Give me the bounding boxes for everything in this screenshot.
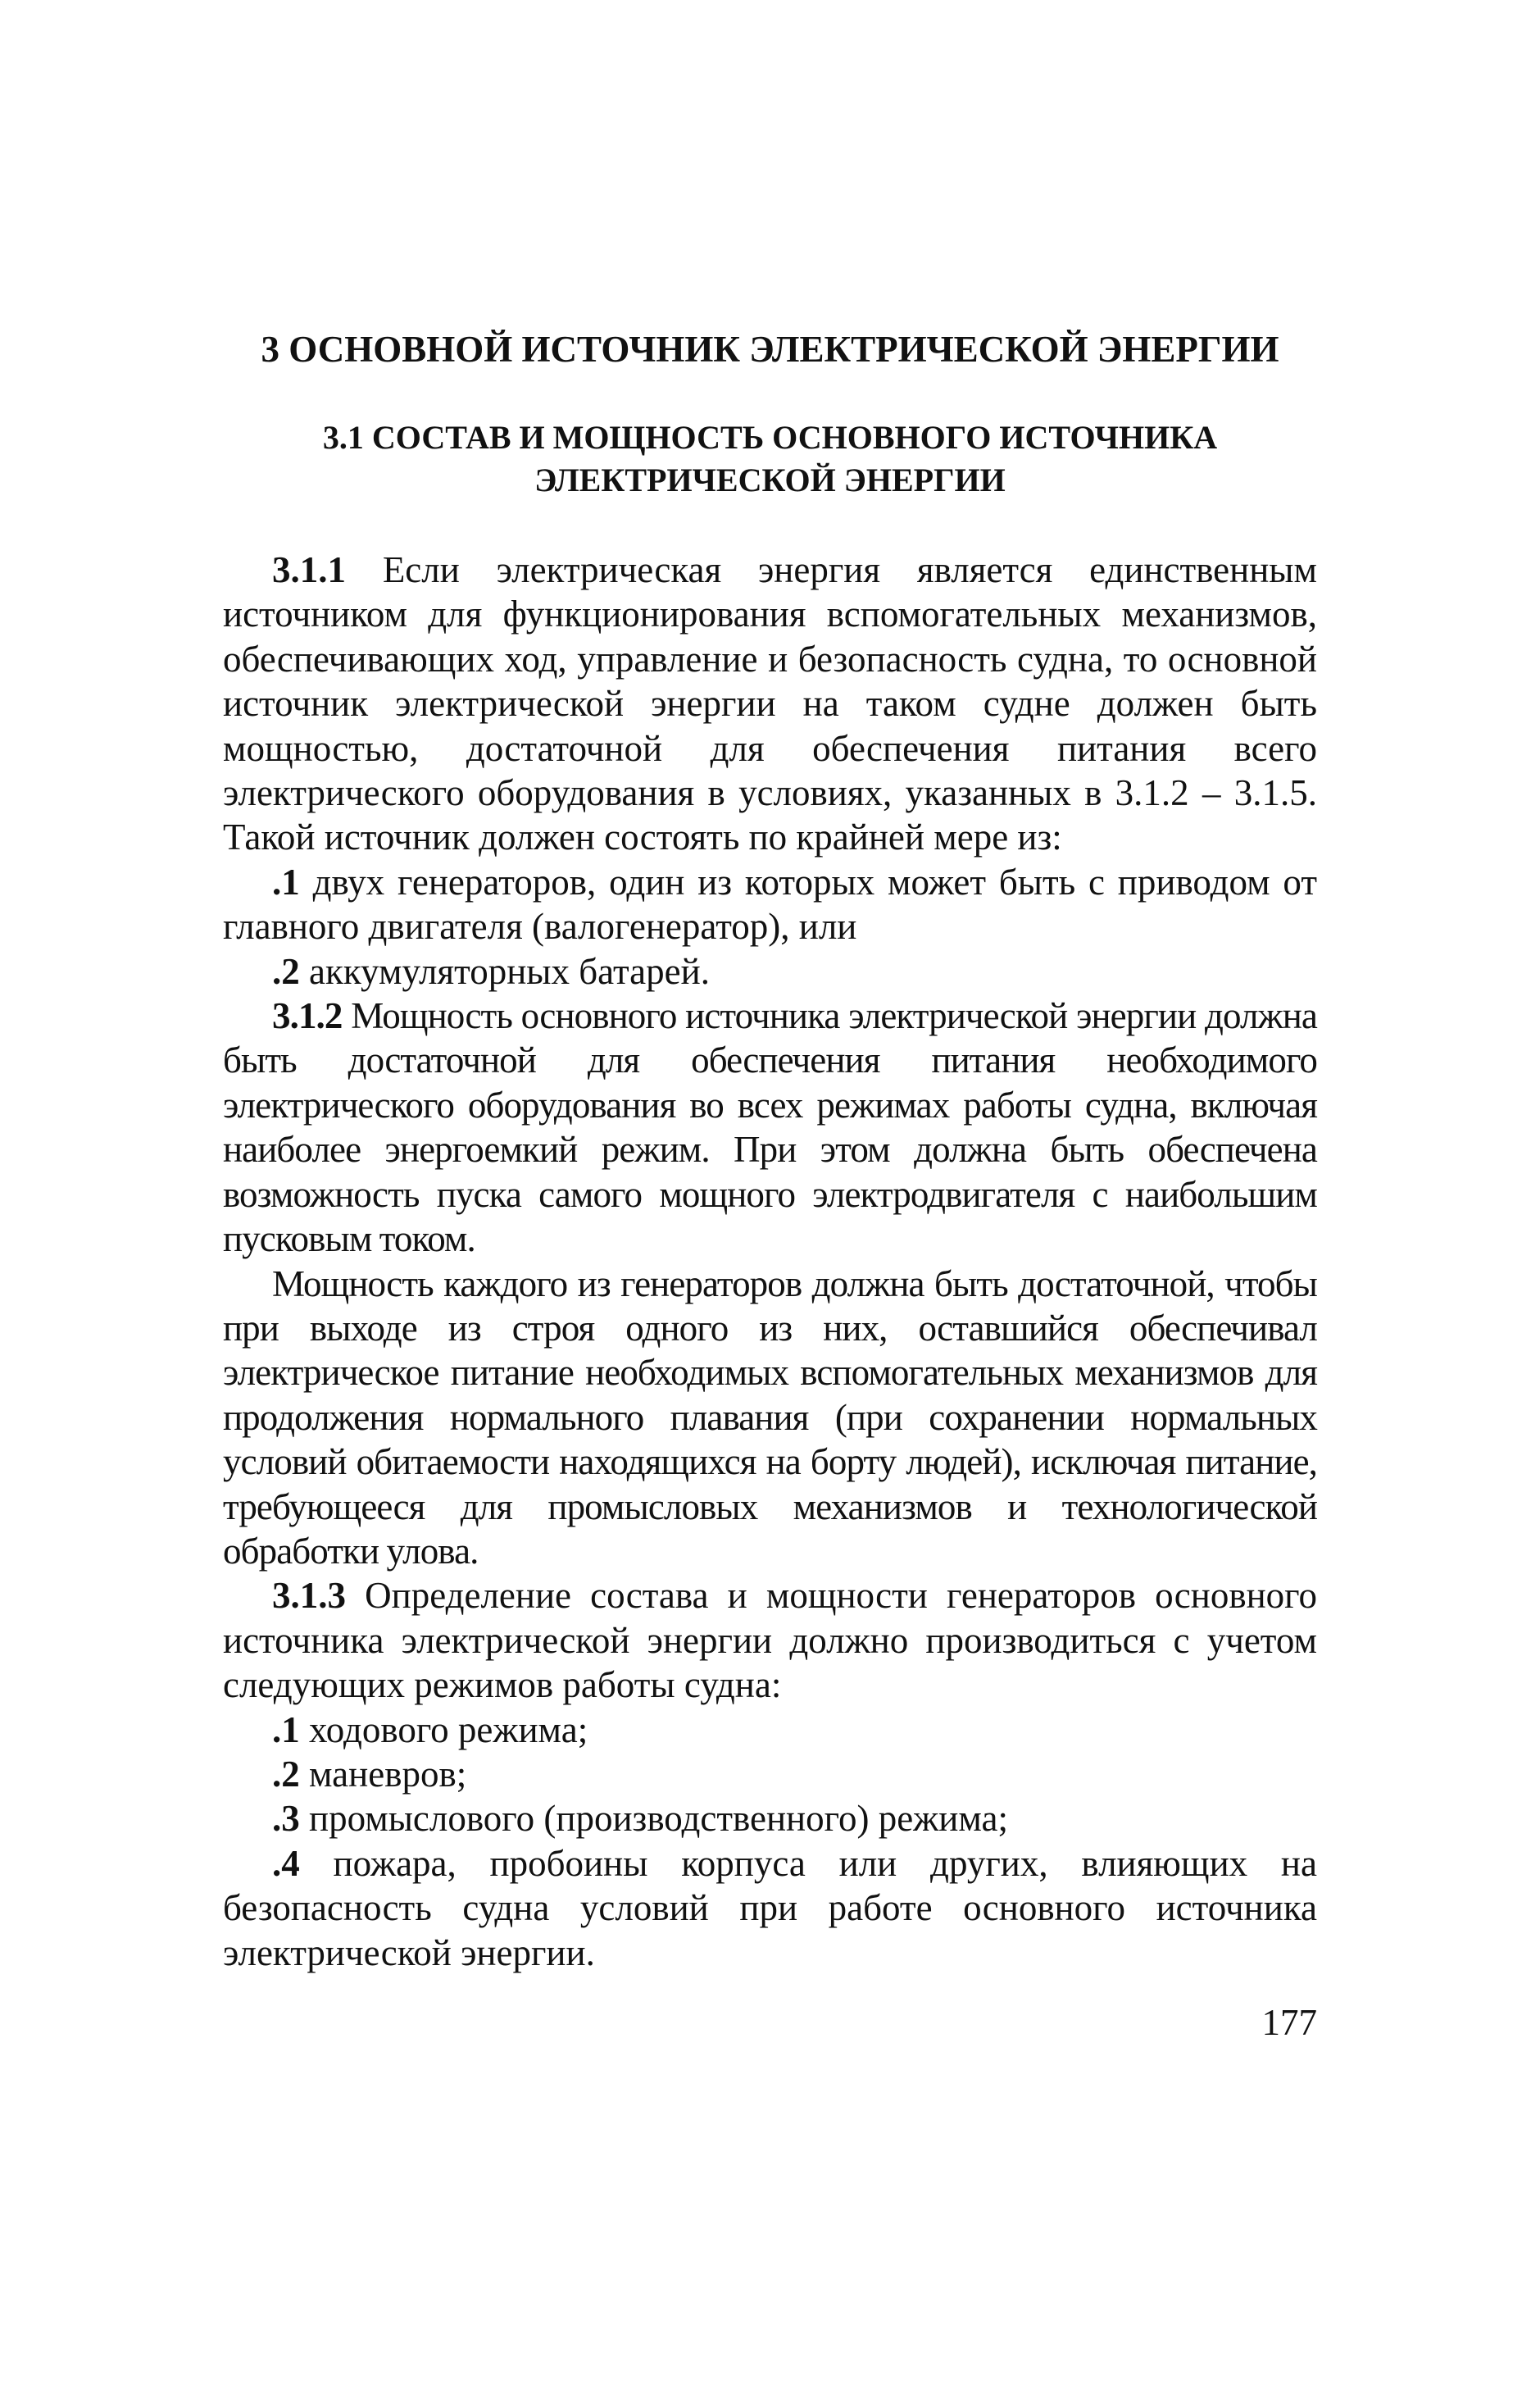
paragraph-text: Определение состава и мощности генераторов основного источника электрической энергии должно производиться с учетом следующих режимов работы судна: [223,1575,1317,1706]
list-item-number: .2 [272,1753,300,1795]
paragraph-number: 3.1.1 [272,549,346,590]
list-item-text: ходового режима; [299,1708,588,1750]
paragraph-3-1-1 [223,548,1317,860]
list-item-3-1-3-4 [223,1841,1317,1975]
paragraph-text: Если электрическая энергия является единственным источником для функционирования вспомогательных механизмов, обеспечивающих ход, управление и безопасность судна, то основной источник электрической энергии на таком судне должен быть мощностью, достаточной для обеспечения питания всего электрического оборудования в условиях, указанных в 3.1.2 – 3.1.5. Такой источник должен состоять по крайней мере из: [223,549,1317,858]
paragraph-number: 3.1.2 [272,995,343,1037]
paragraph-number: 3.1.3 [272,1575,346,1617]
document-page [223,0,1317,2384]
list-item-3-1-1-2 [223,949,1317,994]
list-item-number: .1 [272,1708,300,1750]
list-item-text: аккумуляторных батарей. [299,950,710,992]
list-item-text: пожара, пробоины корпуса или других, влияющих на безопасность судна условий при работе основного источника электрической энергии. [223,1842,1317,1973]
list-item-number: .1 [272,861,300,903]
list-item-number: .3 [272,1798,300,1840]
chapter-title: 3 ОСНОВНОЙ ИСТОЧНИК ЭЛЕКТРИЧЕСКОЙ ЭНЕРГИИ [261,329,1279,370]
body-text [223,548,1317,1975]
list-item-3-1-3-1 [223,1708,1317,1752]
list-item-number: .4 [272,1842,300,1884]
paragraph-3-1-2-continued: Мощность каждого из генераторов должна быть достаточной, чтобы при выходе из строя одного из них, оставшийся обеспечивал электрическое питание необходимых вспомогательных механизмов для продолжения нормального плавания (при сохранении нормальных условий обитаемости находящихся на борту людей), исключая питание, требующееся для промысловых механизмов и технологической обработки улова. [223,1263,1317,1572]
list-item-text: двух генераторов, один из которых может быть с приводом от главного двигателя (валогенератор), или [223,861,1317,948]
page-number: 177 [1261,2002,1317,2043]
section-title-line-2: ЭЛЕКТРИЧЕСКОЙ ЭНЕРГИИ [534,462,1006,498]
paragraph-3-1-3 [223,1573,1317,1707]
list-item-3-1-1-1 [223,860,1317,949]
list-item-number: .2 [272,950,300,992]
list-item-3-1-3-2 [223,1752,1317,1796]
list-item-text: промыслового (производственного) режима; [299,1798,1008,1840]
paragraph-3-1-2 [223,994,1317,1261]
paragraph-text: Мощность основного источника электрической энергии должна быть достаточной для обеспечения питания необходимого электрического оборудования во всех режимах работы судна, включая наиболее энергоемкий режим. При этом должна быть обеспечена возможность пуска самого мощного электродвигателя с наибольшим пусковым током. [223,995,1317,1260]
list-item-text: маневров; [299,1753,467,1795]
list-item-3-1-3-3 [223,1796,1317,1840]
section-title-line-1: 3.1 СОСТАВ И МОЩНОСТЬ ОСНОВНОГО ИСТОЧНИКА [322,419,1218,456]
section-title [223,416,1317,502]
